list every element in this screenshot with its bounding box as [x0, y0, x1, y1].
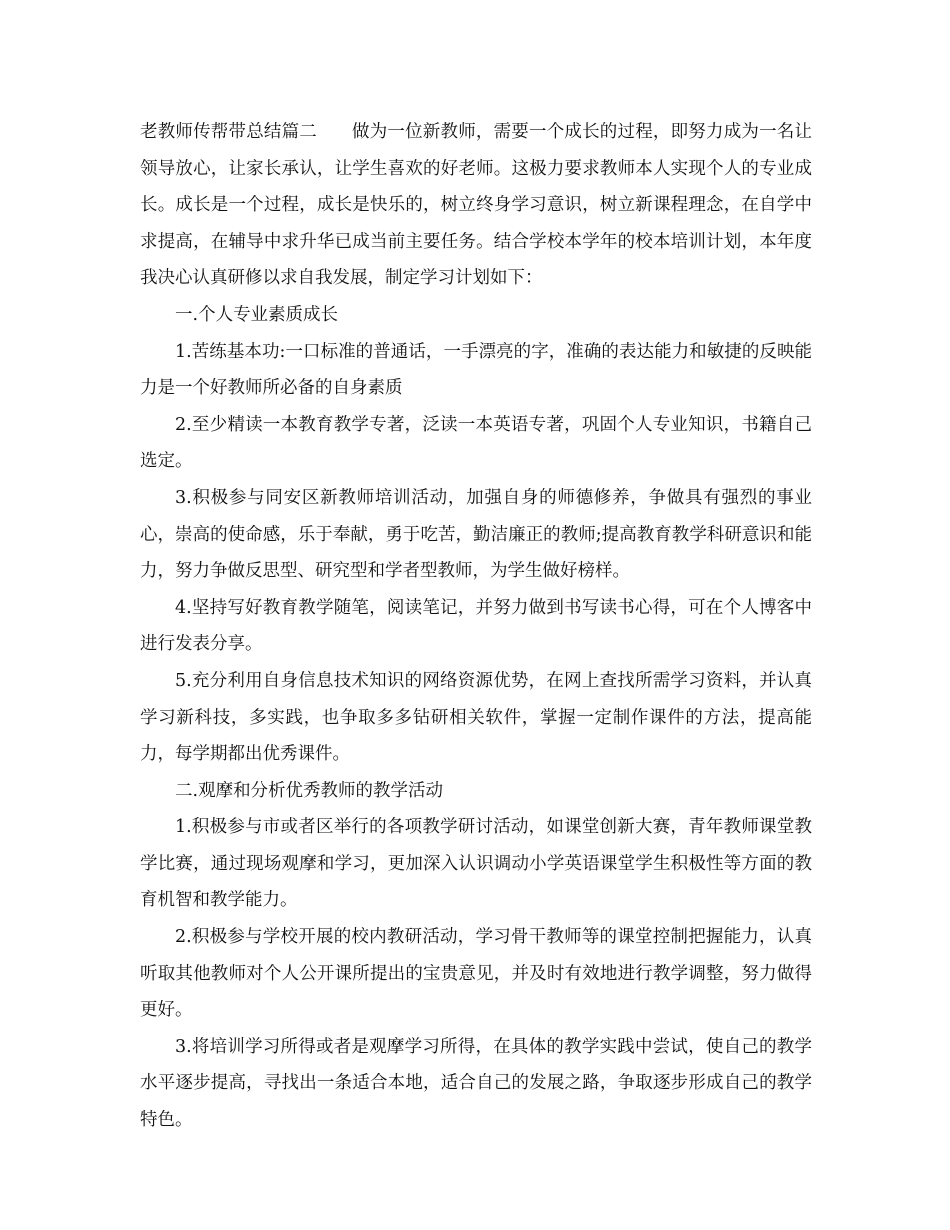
section-heading-2: 二.观摩和分析优秀教师的教学活动	[175, 780, 444, 801]
section1-item-4: 4.坚持写好教育教学随笔，阅读笔记，并努力做到书写读书心得，可在个人博客中进行发表分享。	[140, 597, 812, 655]
section1-item-3: 3.积极参与同安区新教师培训活动，加强自身的师德修养，争做具有强烈的事业心，崇高的使命感，乐于奉献，勇于吃苦，勤洁廉正的教师;提高教育教学科研意识和能力，努力争做反思型、研究型和学者型教师，为学生做好榜样。	[140, 487, 812, 582]
intro-paragraph	[140, 114, 812, 297]
section2-item-2: 2.积极参与学校开展的校内教研活动，学习骨干教师等的课堂控制把握能力，认真听取其他教师对个人公开课所提出的宝贵意见，并及时有效地进行教学调整，努力做得更好。	[140, 927, 812, 1021]
intro-text: 做为一位新教师，需要一个成长的过程，即努力成为一名让领导放心，让家长承认，让学生喜欢的好老师。这极力要求教师本人实现个人的专业成长。成长是一个过程，成长是快乐的，树立终身学习意识，树立新课程理念，在自学中求提高，在辅导中求升华已成当前主要任务。结合学校本学年的校本培训计划，本年度我决心认真研修以求自我发展，制定学习计划如下：	[140, 122, 812, 289]
section2-item-1: 1.积极参与市或者区举行的各项教学研讨活动，如课堂创新大赛，青年教师课堂教学比赛，通过现场观摩和学习，更加深入认识调动小学英语课堂学生积极性等方面的教育机智和教学能力。	[140, 817, 812, 911]
section-heading-1: 一.个人专业素质成长	[175, 304, 339, 325]
section1-item-1: 1.苦练基本功:一口标准的普通话，一手漂亮的字，准确的表达能力和敏捷的反映能力是一个好教师所必备的自身素质	[140, 341, 812, 399]
section1-item-2: 2.至少精读一本教育教学专著，泛读一本英语专著，巩固个人专业知识，书籍自己选定。	[140, 414, 812, 472]
document-title: 老教师传帮带总结篇二	[140, 122, 317, 142]
section2-item-3: 3.将培训学习所得或者是观摩学习所得，在具体的教学实践中尝试，使自己的教学水平逐步提高，寻找出一条适合本地，适合自己的发展之路，争取逐步形成自己的教学特色。	[140, 1036, 812, 1131]
section1-item-5: 5.充分利用自身信息技术知识的网络资源优势，在网上查找所需学习资料，并认真学习新科技，多实践，也争取多多钻研相关软件，掌握一定制作课件的方法，提高能力，每学期都出优秀课件。	[140, 670, 812, 765]
document-page	[140, 114, 812, 1139]
